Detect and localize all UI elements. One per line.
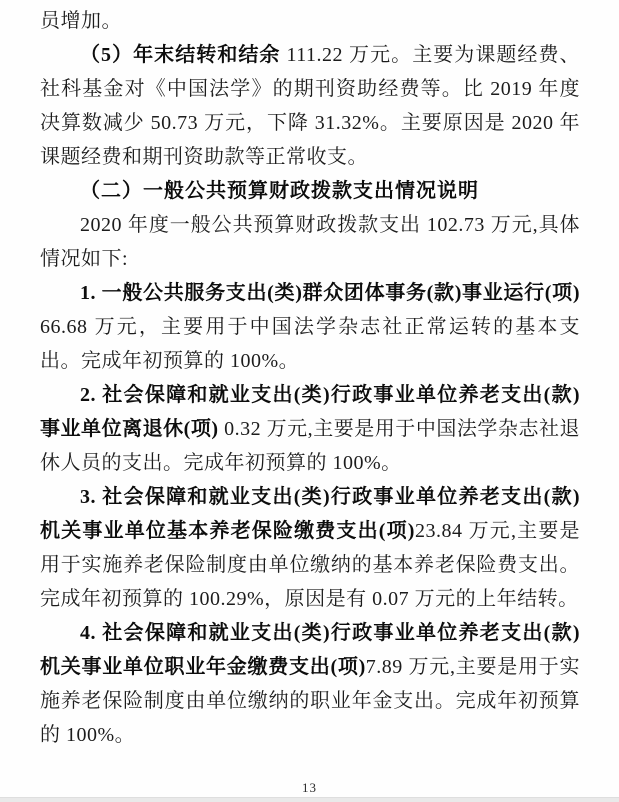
expense-item-text: 0.32 万元,主要是用于中国法学杂志社退休人员的支出。完成年初预算的 100%。 [40, 418, 581, 474]
paragraph-carryover-line [40, 4, 580, 38]
expense-item-4-occupational-annuity [40, 616, 580, 752]
paragraph-text: 111.22 万元。主要为课题经费、社科基金对《中国法学》的期刊资助经费等。比 2019 年度决算数减少 50.73 万元，下降 31.32%。主要原因是 2020 年课题经费和期刊资助款等正常收支。 [40, 44, 581, 168]
expense-item-2-retirement [40, 378, 580, 480]
expense-item-bold-lead: 2. 社会保障和就业支出(类)行政事业单位养老支出(款)事业单位离退休(项) [40, 384, 580, 440]
paragraph-text: 2020 年度一般公共预算财政拨款支出 102.73 万元,具体情况如下: [40, 214, 580, 270]
page-bottom-edge [0, 797, 619, 802]
expense-item-bold-lead: 4. 社会保障和就业支出(类)行政事业单位养老支出(款)机关事业单位职业年金缴费支出(项) [40, 622, 580, 678]
paragraph-bold-lead: （5）年末结转和结余 [80, 44, 287, 66]
page-number: 13 [302, 780, 317, 795]
paragraph-text: 员增加。 [40, 10, 122, 32]
expense-item-bold-lead: 1. 一般公共服务支出(类)群众团体事务(款)事业运行(项) [80, 282, 580, 304]
expense-item-bold-lead: 3. 社会保障和就业支出(类)行政事业单位养老支出(款)机关事业单位基本养老保险缴费支出(项) [40, 486, 580, 542]
paragraph-expenditure-intro [40, 208, 580, 276]
expense-item-text: 66.68 万元，主要用于中国法学杂志社正常运转的基本支出。完成年初预算的 100%。 [40, 316, 580, 372]
section-heading-text: （二）一般公共预算财政拨款支出情况说明 [80, 180, 479, 202]
expense-item-text: 7.89 万元,主要是用于实施养老保险制度由单位缴纳的职业年金支出。完成年初预算的 100%。 [40, 656, 581, 746]
paragraph-year-end-balance [40, 38, 580, 174]
expense-item-text: 23.84 万元,主要是用于实施养老保险制度由单位缴纳的基本养老保险费支出。完成年初预算的 100.29%，原因是有 0.07 万元的上年结转。 [40, 520, 580, 610]
expense-item-3-basic-pension-insurance [40, 480, 580, 616]
section-heading-budget-expenditure [40, 174, 580, 208]
expense-item-1-general-public-services [40, 276, 580, 378]
